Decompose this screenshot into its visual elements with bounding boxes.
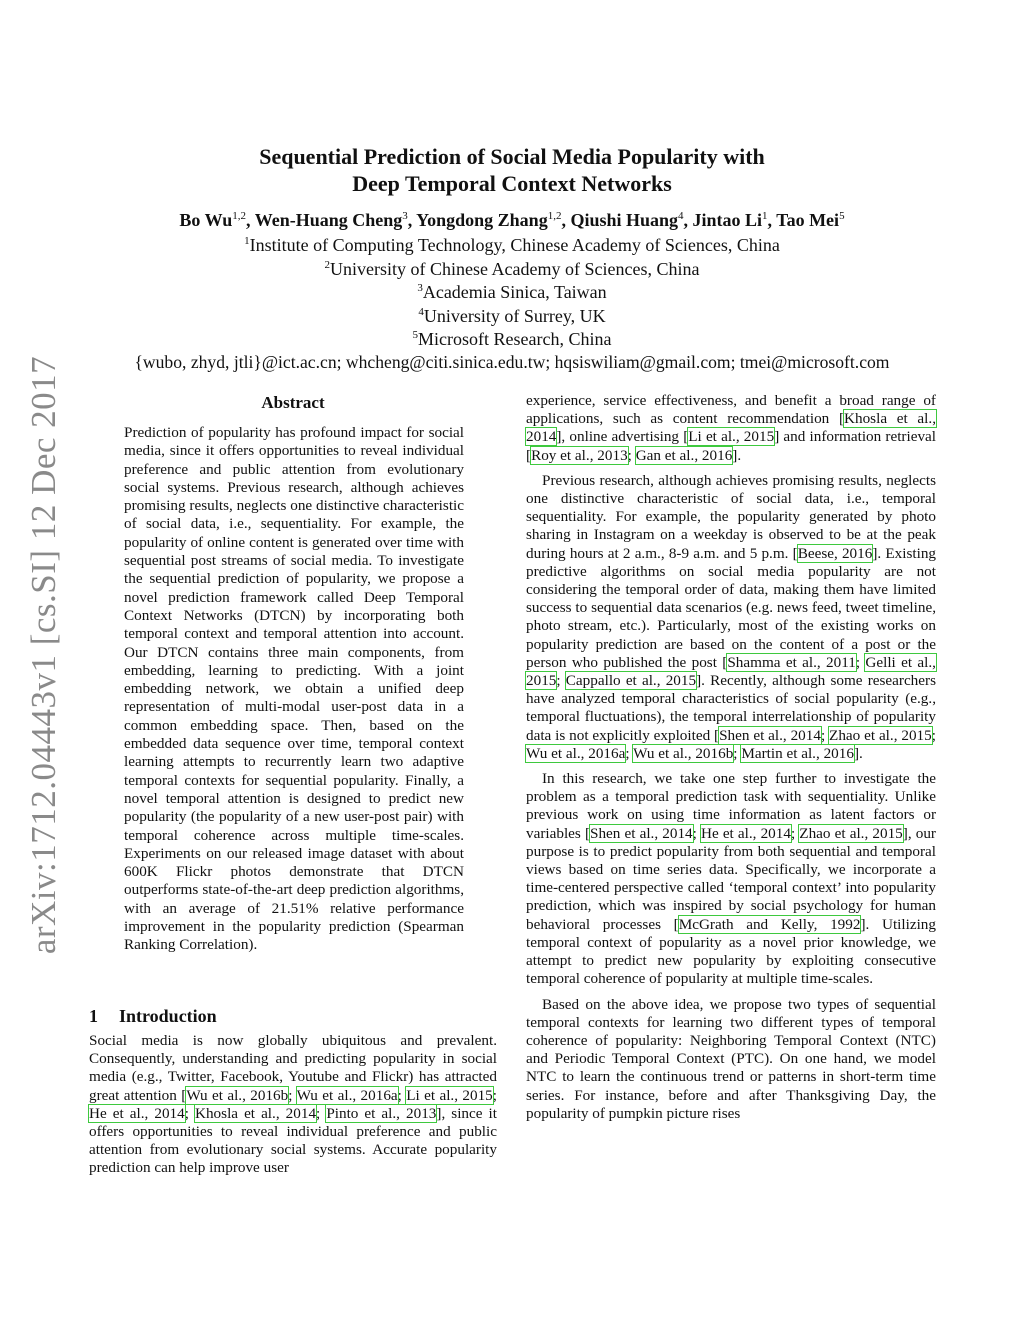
citation-link[interactable]: Khosla et al., 2014 bbox=[195, 1104, 317, 1122]
citation-link[interactable]: Martin et al., 2016 bbox=[741, 744, 854, 762]
citation-link[interactable]: Gelli et al., 2015 bbox=[526, 653, 936, 690]
arxiv-stamp-text: arXiv:1712.04443v1 [cs.SI] 12 Dec 2017 bbox=[24, 355, 63, 955]
arxiv-identifier-stamp bbox=[14, 350, 74, 960]
affiliation: $^3$Academia Sinica, Taiwan bbox=[417, 282, 607, 302]
right-paragraph-this-research: In this research, we take one step further to investigate the problem as a temporal prediction task with sequentiality. Unlike previous work on using time information as latent factors or variables [Shen et al., 2014; He et al., 2014; Zhao et al., 2015], our purpose is to predict popularity from both sequential and temporal views based on time series data. Specifically, we incorporate a time-centered perspective called ‘temporal context’ into popularity prediction, which was inspired by social psychology for human behavioral processes [McGrath and Kelly, 1992]. Utilizing temporal context of popularity as a novel prior knowledge, we attempt to predict new popularity by exploiting consecutive temporal coherence of popularity at multiple time-scales. bbox=[526, 770, 936, 988]
citation-link[interactable]: He et al., 2014 bbox=[89, 1104, 185, 1122]
citation-link[interactable]: McGrath and Kelly, 1992 bbox=[678, 915, 861, 933]
author: Wen-Huang Cheng$^3$, bbox=[254, 210, 417, 230]
author: Tao Mei$^5$ bbox=[776, 210, 845, 230]
affiliation: $^5$Microsoft Research, China bbox=[412, 329, 612, 349]
citation-link[interactable]: Roy et al., 2013 bbox=[531, 446, 628, 464]
citation-link[interactable]: Gan et al., 2016 bbox=[635, 446, 733, 464]
citation-link[interactable]: Wu et al., 2016a bbox=[296, 1086, 398, 1104]
affiliation: $^4$University of Surrey, UK bbox=[418, 305, 606, 326]
citation-link[interactable]: Wu et al., 2016b bbox=[633, 744, 734, 762]
right-paragraph-continued: experience, service effectiveness, and benefit a broad range of applications, such as content recommendation [Khosla et al., 2014], online advertising [Li et al., 2015] and information retrieval [Roy et al., 2013; Gan et al., 2016]. bbox=[526, 392, 936, 464]
title-line-1: Sequential Prediction of Social Media Popularity with bbox=[259, 144, 765, 169]
citation-link[interactable]: Zhao et al., 2015 bbox=[799, 824, 903, 842]
author-list bbox=[60, 208, 964, 232]
author: Jintao Li$^1$, bbox=[692, 210, 777, 230]
affiliation: $^2$University of Chinese Academy of Sciences, China bbox=[324, 258, 700, 279]
citation-link[interactable]: Beese, 2016 bbox=[797, 544, 873, 562]
section-heading-introduction bbox=[89, 1004, 217, 1028]
citation-link[interactable]: Li et al., 2015 bbox=[688, 428, 775, 446]
citation-link[interactable]: Li et al., 2015 bbox=[406, 1086, 493, 1104]
citation-link[interactable]: Shen et al., 2014 bbox=[590, 824, 693, 842]
introduction-paragraph: Social media is now globally ubiquitous and prevalent. Consequently, understanding and predicting popularity in social media (e.g., Twitter, Facebook, Youtube and Flickr) has attracted great attention [Wu et al., 2016b; Wu et al., 2016a; Li et al., 2015; He et al., 2014; Khosla et al., 2014; Pinto et al., 2013], since it offers opportunities to reveal individual preference and public attention from evolutionary social systems. Accurate popularity prediction can help improve user bbox=[89, 1032, 497, 1177]
author: Bo Wu$^{1,2}$, bbox=[179, 210, 255, 230]
author-emails: {wubo, zhyd, jtli}@ict.ac.cn; whcheng@citi.sinica.edu.tw; hqsiswiliam@gmail.com; tmei@microsoft.com bbox=[134, 352, 890, 372]
citation-link[interactable]: Pinto et al., 2013 bbox=[326, 1104, 437, 1122]
citation-link[interactable]: Shen et al., 2014 bbox=[719, 726, 821, 744]
citation-link[interactable]: Shamma et al., 2011 bbox=[727, 653, 856, 671]
section-number: 1 bbox=[89, 1006, 98, 1026]
citation-link[interactable]: He et al., 2014 bbox=[700, 824, 791, 842]
author: Qiushi Huang$^4$, bbox=[570, 210, 693, 230]
right-column bbox=[526, 392, 936, 1130]
citation-link[interactable]: Zhao et al., 2015 bbox=[829, 726, 932, 744]
right-paragraph-proposal: Based on the above idea, we propose two types of sequential temporal contexts for learning two different types of temporal coherence of popularity: Neighboring Temporal Context (NTC) and Periodic Temporal Context (PTC). On one hand, we model NTC to learn the continuous trend or patterns in short-term time series. For instance, before and after Thanksgiving Day, the popularity of pumpkin picture rises bbox=[526, 995, 936, 1122]
right-paragraph-previous-research: Previous research, although achieves promising results, neglects one distinctive characteristic of social data, i.e., temporal sequentiality. For example, the popularity generated by photo sharing in Instagram on a weekday is observed to be at the peak during hours at 2 a.m., 8-9 a.m. and 5 p.m. [Beese, 2016]. Existing predictive algorithms on social media popularity are not considering the temporal order of data, making them have limited success to sequential data scenarios (e.g. news feed, tweet timeline, photo stream, etc.). Particularly, most of the existing works on popularity prediction are based on the content of a post or the person who published the post [Shamma et al., 2011; Gelli et al., 2015; Cappallo et al., 2015]. Recently, although some researchers have analyzed temporal characteristics of social popularity (e.g., temporal fluctuations), the temporal interrelationship of popularity data is not explicitly exploited [Shen et al., 2014; Zhao et al., 2015; Wu et al., 2016a; Wu et al., 2016b; Martin et al., 2016]. bbox=[526, 471, 937, 762]
paper-title bbox=[112, 143, 912, 197]
section-title: Introduction bbox=[119, 1006, 217, 1026]
citation-link[interactable]: Wu et al., 2016a bbox=[526, 744, 626, 762]
affiliations bbox=[60, 234, 964, 352]
affiliation: $^1$Institute of Computing Technology, Chinese Academy of Sciences, China bbox=[244, 235, 780, 255]
abstract-text: Prediction of popularity has profound impact for social media, since it offers opportunities to reveal individual preference and public attention from evolutionary social systems. Previous research, although achieves promising results, neglects one distinctive characteristic of social data, i.e., sequentiality. For example, the popularity of online content is generated over time with sequential post streams of social media. To investigate the sequential prediction of popularity, we propose a novel prediction framework called Deep Temporal Context Networks (DTCN) by incorporating both temporal context and temporal attention into account. Our DTCN contains three main components, from embedding, learning to predicting. With a joint embedding network, we obtain a unified deep representation of multi-modal user-post data in a common embedding space. Then, based on the embedded data sequence over time, temporal context learning attempts to recurrently learn two adaptive temporal contexts for sequential popularity. Finally, a novel temporal attention is designed to predict new popularity (the popularity of a new user-post pair) with temporal coherence across multiple time-scales. Experiments on our released image dataset with about 600K Flickr photos demonstrate that DTCN outperforms state-of-the-art deep prediction algorithms, with an average of 21.51% relative performance improvement in the popularity prediction (Spearman Ranking Correlation). bbox=[124, 424, 464, 954]
abstract-heading: Abstract bbox=[261, 393, 325, 412]
citation-link[interactable]: Khosla et al., 2014 bbox=[526, 410, 936, 446]
citation-link[interactable]: Wu et al., 2016b bbox=[186, 1086, 289, 1104]
title-line-2: Deep Temporal Context Networks bbox=[352, 171, 672, 196]
author: Yongdong Zhang$^{1,2}$, bbox=[416, 210, 571, 230]
citation-link[interactable]: Cappallo et al., 2015 bbox=[565, 672, 697, 690]
